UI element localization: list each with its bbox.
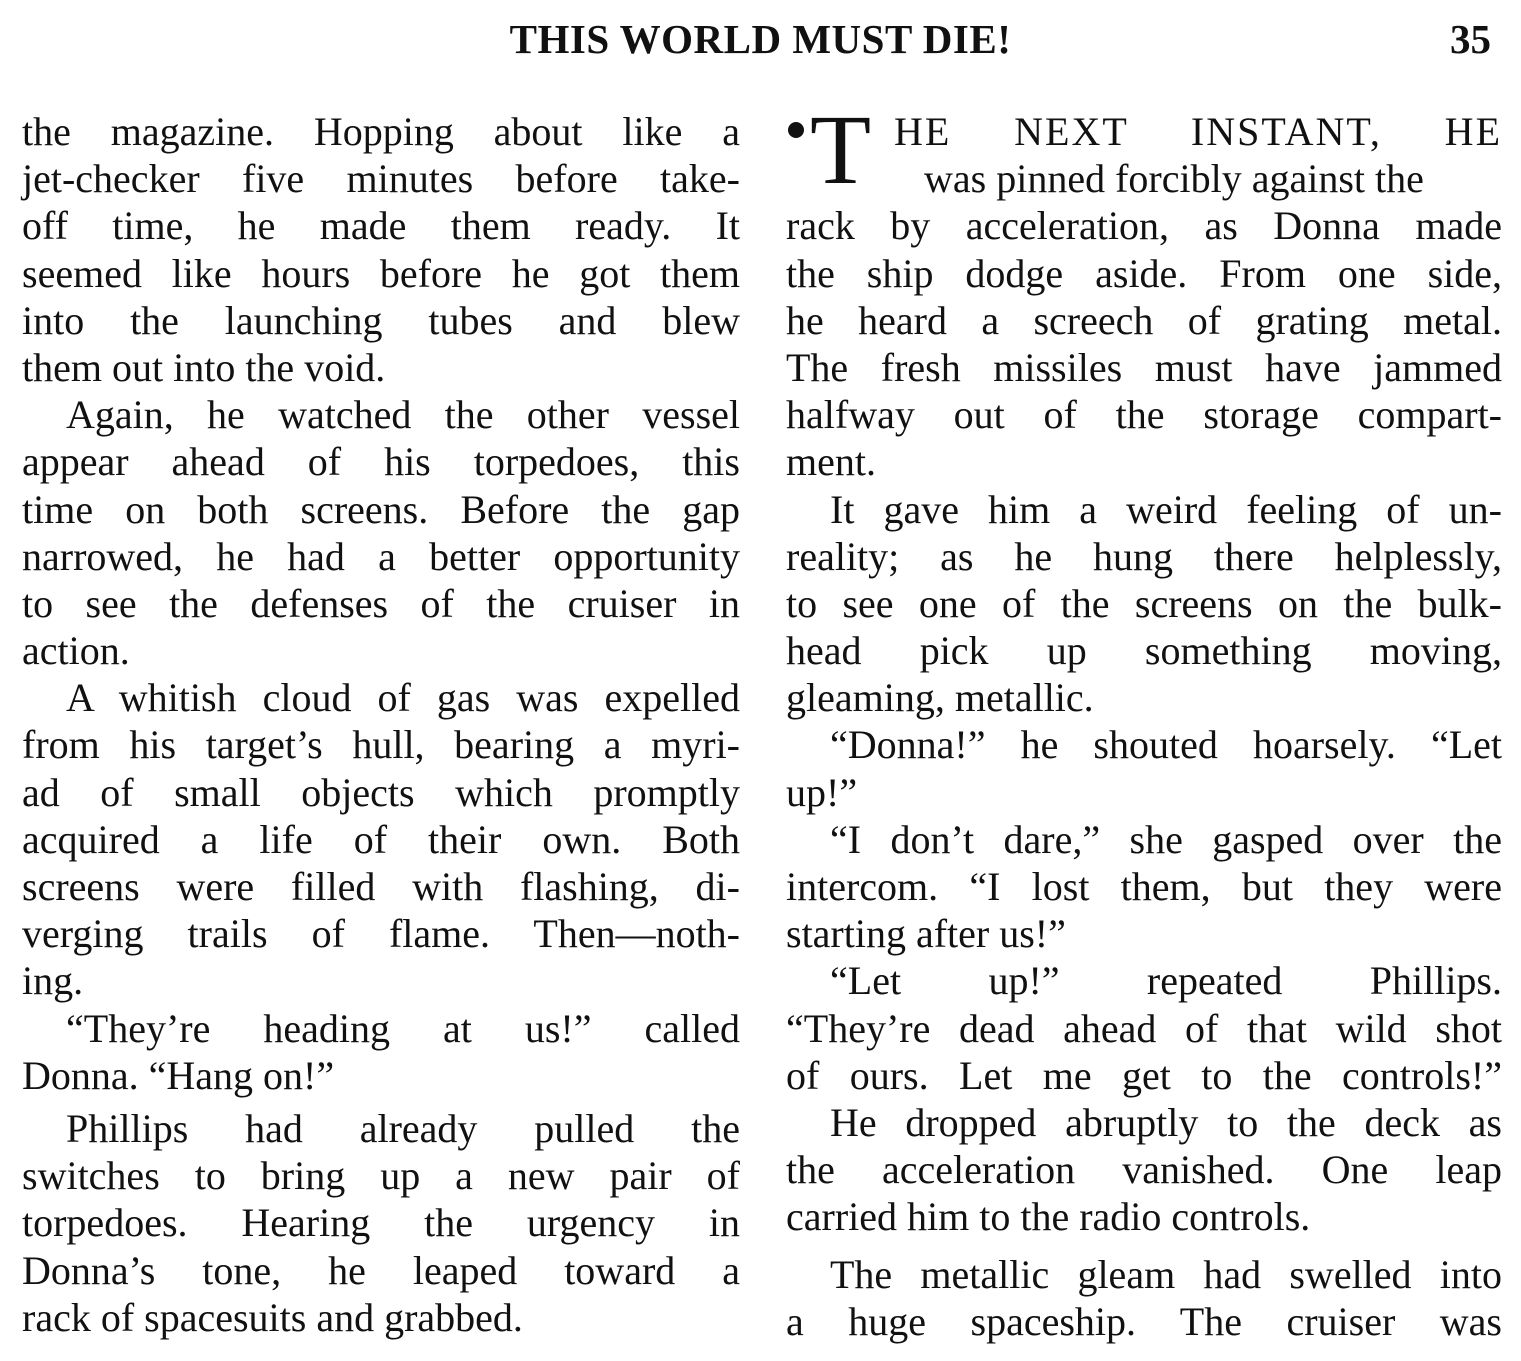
text-line: Donna. “Hang on!”: [22, 1052, 335, 1098]
text-line: to see one of the screens on the bulk-: [786, 580, 1502, 626]
text-line: the acceleration vanished. One leap: [786, 1147, 1502, 1193]
paragraph-start-line: “Let up!” repeated Phillips.: [830, 958, 1502, 1004]
text-line: appear ahead of his torpedoes, this: [22, 439, 740, 485]
text-line: rack by acceleration, as Donna made: [786, 203, 1502, 249]
running-title: THIS WORLD MUST DIE!: [509, 16, 1012, 62]
text-line: of ours. Let me get to the controls!”: [786, 1052, 1502, 1098]
text-line: verging trails of flame. Then—noth-: [22, 911, 740, 957]
text-line: the magazine. Hopping about like a: [22, 109, 740, 154]
text-line: seemed like hours before he got them: [22, 250, 740, 296]
paragraph-start-line: The metallic gleam had swelled into: [830, 1251, 1502, 1297]
section-bullet-icon: [788, 122, 804, 138]
opener-line: HE NEXT INSTANT, HE: [894, 109, 1502, 154]
text-line: rack of spacesuits and grabbed.: [22, 1294, 523, 1340]
text-line: ad of small objects which promptly: [22, 769, 740, 815]
section-opener: [786, 94, 1502, 205]
text-line: halfway out of the storage compart-: [786, 392, 1502, 438]
text-line: action.: [22, 628, 130, 674]
text-line: acquired a life of their own. Both: [22, 816, 740, 862]
text-line: them out into the void.: [22, 344, 386, 390]
text-line: ing.: [22, 958, 84, 1004]
page-number: 35: [1450, 16, 1491, 62]
text-line: Donna’s tone, he leaped toward a: [22, 1247, 740, 1293]
paragraph-start-line: It gave him a weird feeling of un-: [830, 486, 1502, 532]
drop-cap: T: [810, 94, 872, 205]
text-line: The fresh missiles must have jammed: [786, 344, 1502, 390]
page-header: [0, 14, 1521, 70]
text-line: switches to bring up a new pair of: [22, 1153, 740, 1199]
text-line: to see the defenses of the cruiser in: [22, 580, 740, 626]
text-line: into the launching tubes and blew: [22, 297, 740, 343]
left-column: [22, 108, 740, 1341]
paragraph-start-line: “They’re heading at us!” called: [66, 1005, 740, 1051]
text-line: up!”: [786, 769, 858, 815]
text-line: “They’re dead ahead of that wild shot: [786, 1005, 1502, 1051]
text-line: gleaming, metallic.: [786, 675, 1094, 721]
text-line: a huge spaceship. The cruiser was: [786, 1298, 1502, 1344]
text-line: intercom. “I lost them, but they were: [786, 864, 1502, 910]
text-line: narrowed, he had a better opportunity: [22, 533, 740, 579]
text-line: he heard a screech of grating metal.: [786, 297, 1502, 343]
text-line: jet-checker five minutes before take-: [22, 156, 740, 202]
paragraph-start-line: Again, he watched the other vessel: [66, 392, 740, 438]
paragraph-start-line: “I don’t dare,” she gasped over the: [830, 816, 1502, 862]
text-line: screens were filled with flashing, di-: [22, 864, 740, 909]
paragraph-start-line: A whitish cloud of gas was expelled: [66, 675, 740, 721]
text-line: head pick up something moving,: [786, 628, 1502, 674]
text-line: the ship dodge aside. From one side,: [786, 250, 1502, 296]
text-line: reality; as he hung there helplessly,: [786, 533, 1502, 579]
text-line: starting after us!”: [786, 911, 1066, 957]
paragraph-start-line: Phillips had already pulled the: [66, 1105, 740, 1151]
paragraph-start-line: He dropped abruptly to the deck as: [830, 1099, 1502, 1145]
text-line: from his target’s hull, bearing a myri-: [22, 722, 740, 768]
text-line: torpedoes. Hearing the urgency in: [22, 1200, 740, 1246]
text-line: carried him to the radio controls.: [786, 1194, 1311, 1240]
text-line: off time, he made them ready. It: [22, 203, 740, 249]
paragraph-start-line: “Donna!” he shouted hoarsely. “Let: [830, 722, 1502, 768]
opener-line: was pinned forcibly against the: [924, 156, 1424, 202]
right-column: [786, 94, 1502, 1345]
text-line: time on both screens. Before the gap: [22, 486, 740, 532]
text-line: ment.: [786, 439, 876, 485]
